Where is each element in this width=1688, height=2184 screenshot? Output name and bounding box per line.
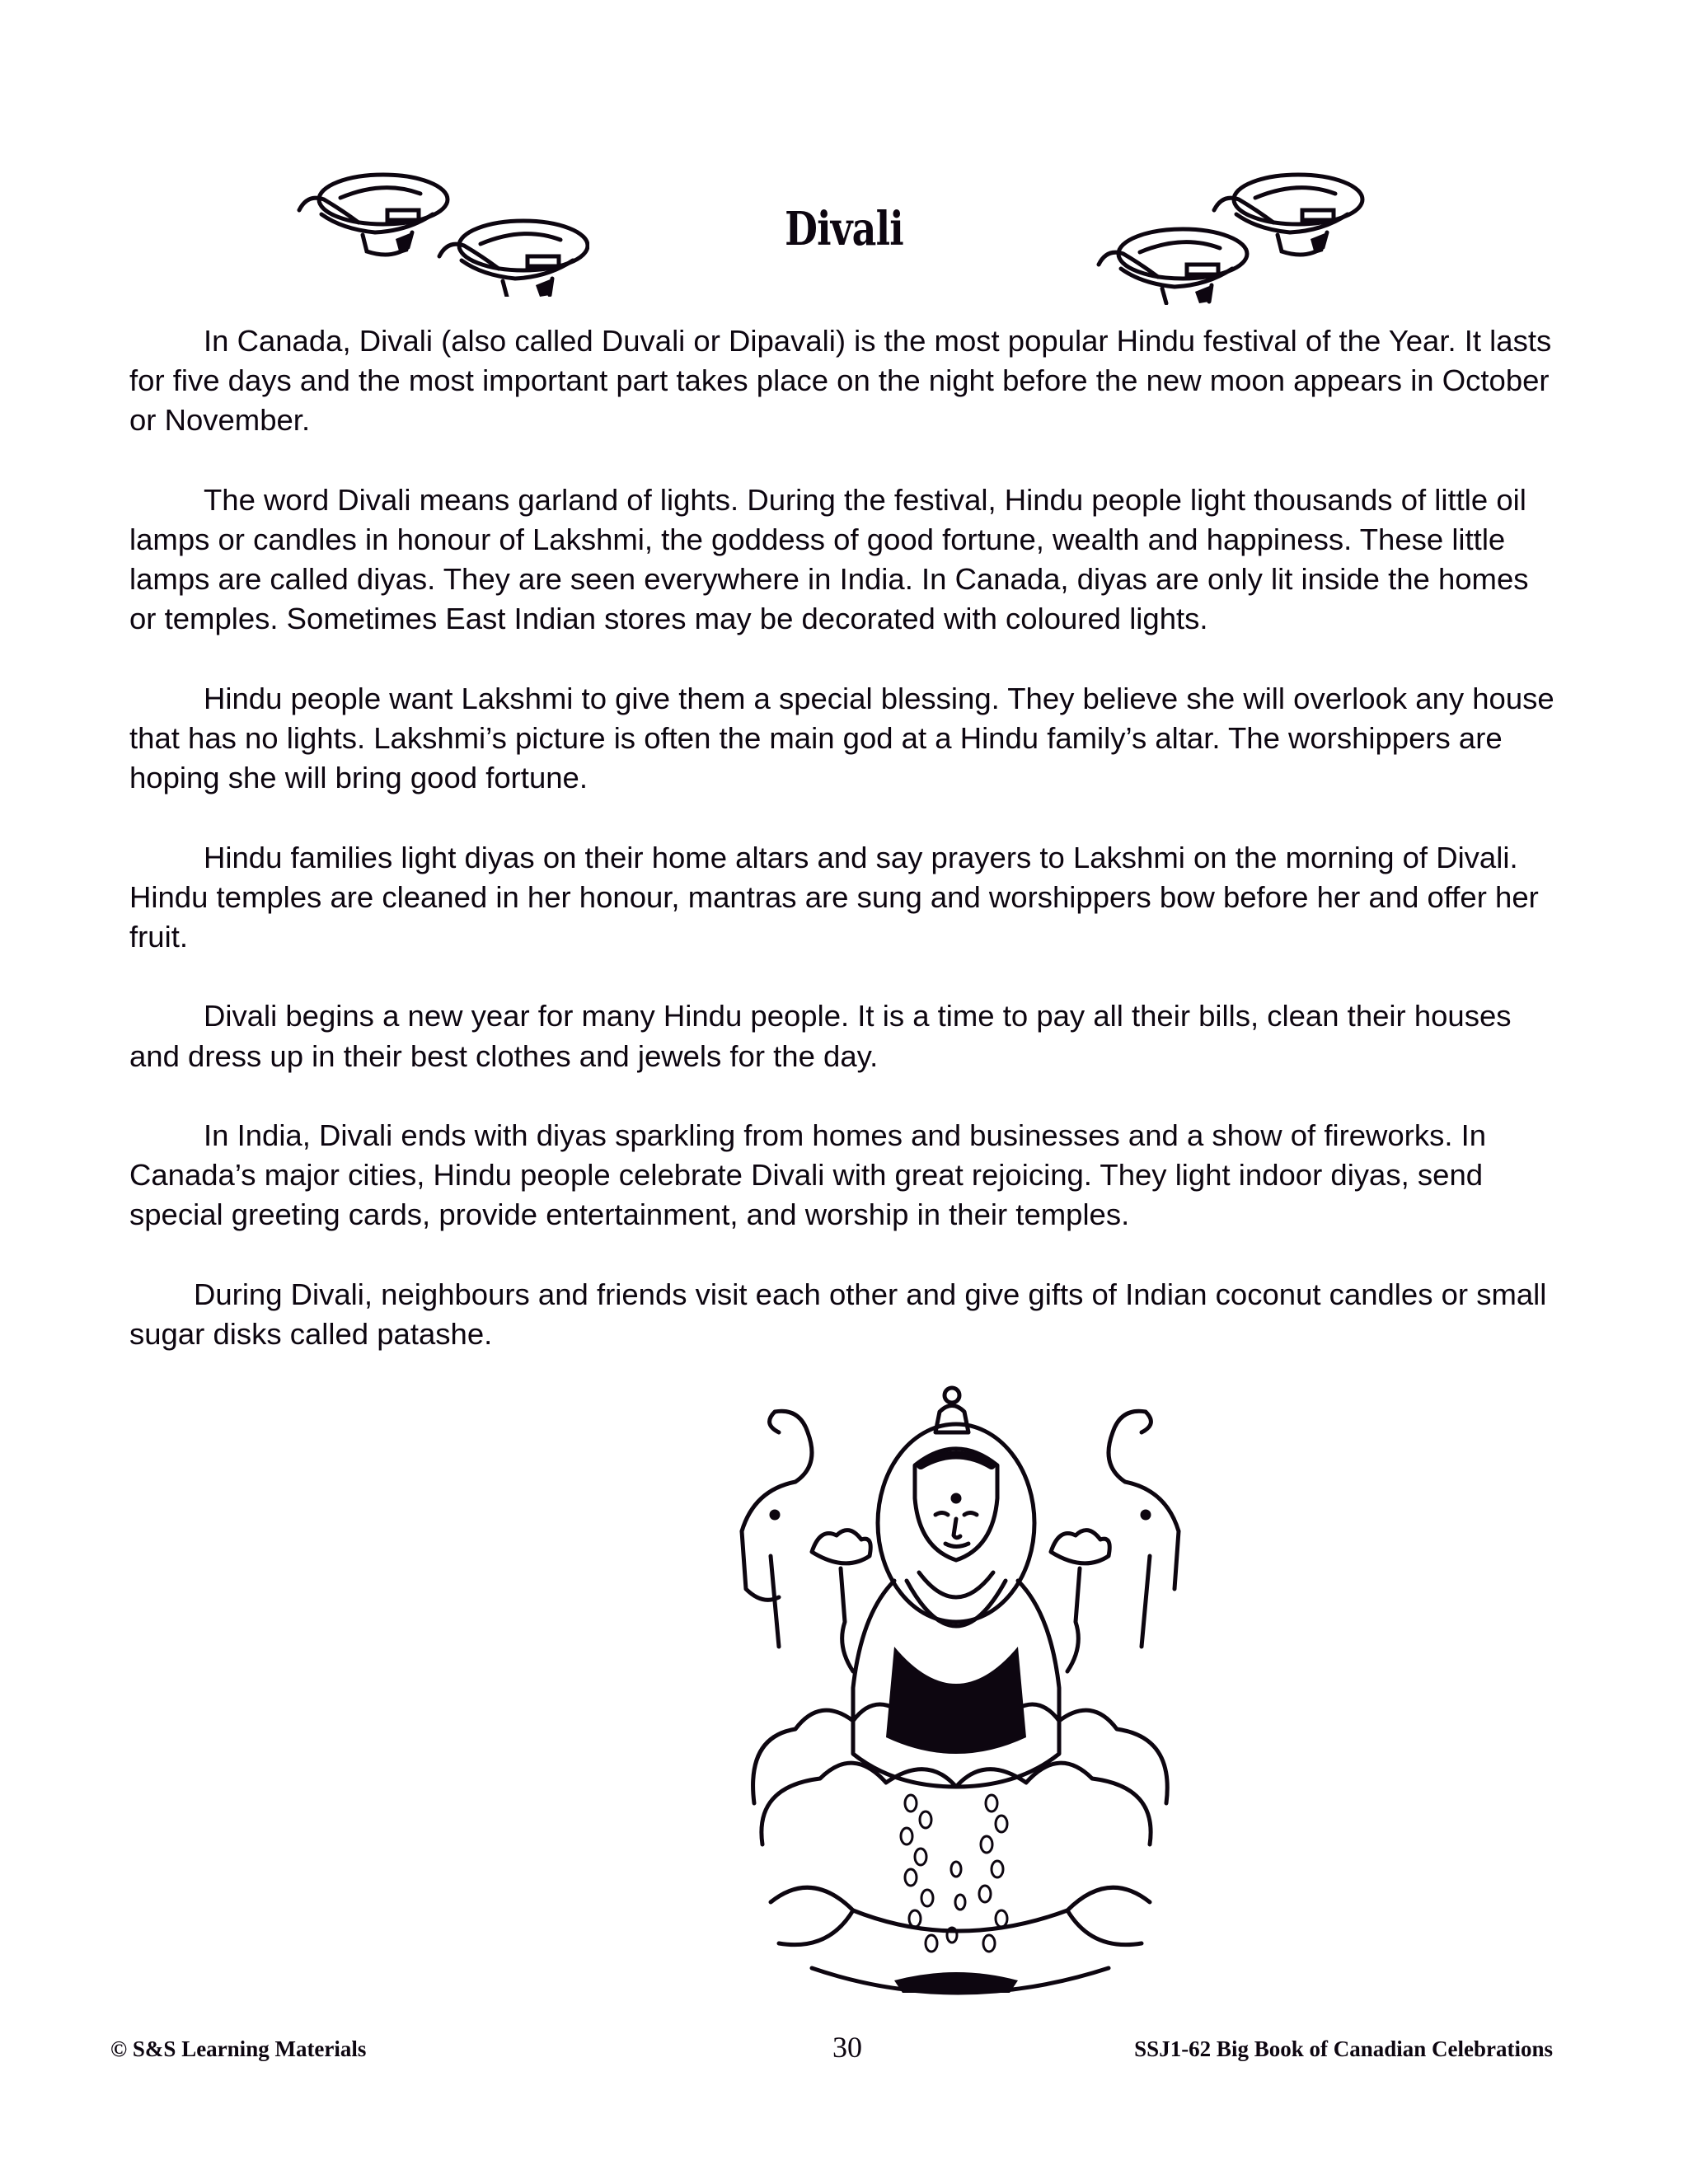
page-number: 30 — [832, 2031, 862, 2064]
lakshmi-illustration — [729, 1375, 1191, 2009]
paragraph: Divali begins a new year for many Hindu people. It is a time to pay all their bills, clean their houses and dress up in their best clothes and jewels for the day. — [129, 999, 1512, 1073]
book-title: SSJ1-62 Big Book of Canadian Celebrations — [1134, 2036, 1553, 2061]
paragraph: Hindu people want Lakshmi to give them a special blessing. They believe she will overlook any house that has no lights. Lakshmi’s picture is often the main god at a Hindu family’s altar. The worshippers are hoping she will bring good fortune. — [129, 681, 1554, 795]
article-body — [129, 321, 1564, 1394]
paragraph: In Canada, Divali (also called Duvali or Dipavali) is the most popular Hindu festival of the Year. It lasts for five days and the most important part takes place on the night before the new moon appears in October or November. — [129, 324, 1552, 438]
paragraph: In India, Divali ends with diyas sparkling from homes and businesses and a show of fireworks. In Canada’s major cities, Hindu people celebrate Divali with great rejoicing. They light indoor diyas, send special greeting cards, provide entertainment, and worship in their temples. — [129, 1118, 1487, 1232]
paragraph: During Divali, neighbours and friends visit each other and give gifts of Indian coconut candles or small sugar disks called patashe. — [129, 1277, 1547, 1351]
copyright-text: © S&S Learning Materials — [110, 2036, 367, 2061]
page-title: Divali — [785, 202, 903, 256]
paragraph: Hindu families light diyas on their home altars and say prayers to Lakshmi on the morning of Divali. Hindu temples are cleaned in her honour, mantras are sung and worshippers bow before her and offer her fruit. — [129, 840, 1539, 954]
page-footer — [0, 2033, 1688, 2066]
paragraph: The word Divali means garland of lights. During the festival, Hindu people light thousands of little oil lamps or candles in honour of Lakshmi, the goddess of good fortune, wealth and happiness. These little lamps are called diyas. They are seen everywhere in India. In Canada, diyas are only lit inside the homes or temples. Sometimes East Indian stores may be decorated with coloured lights. — [129, 482, 1529, 636]
diya-lamps-icon — [1088, 165, 1385, 305]
